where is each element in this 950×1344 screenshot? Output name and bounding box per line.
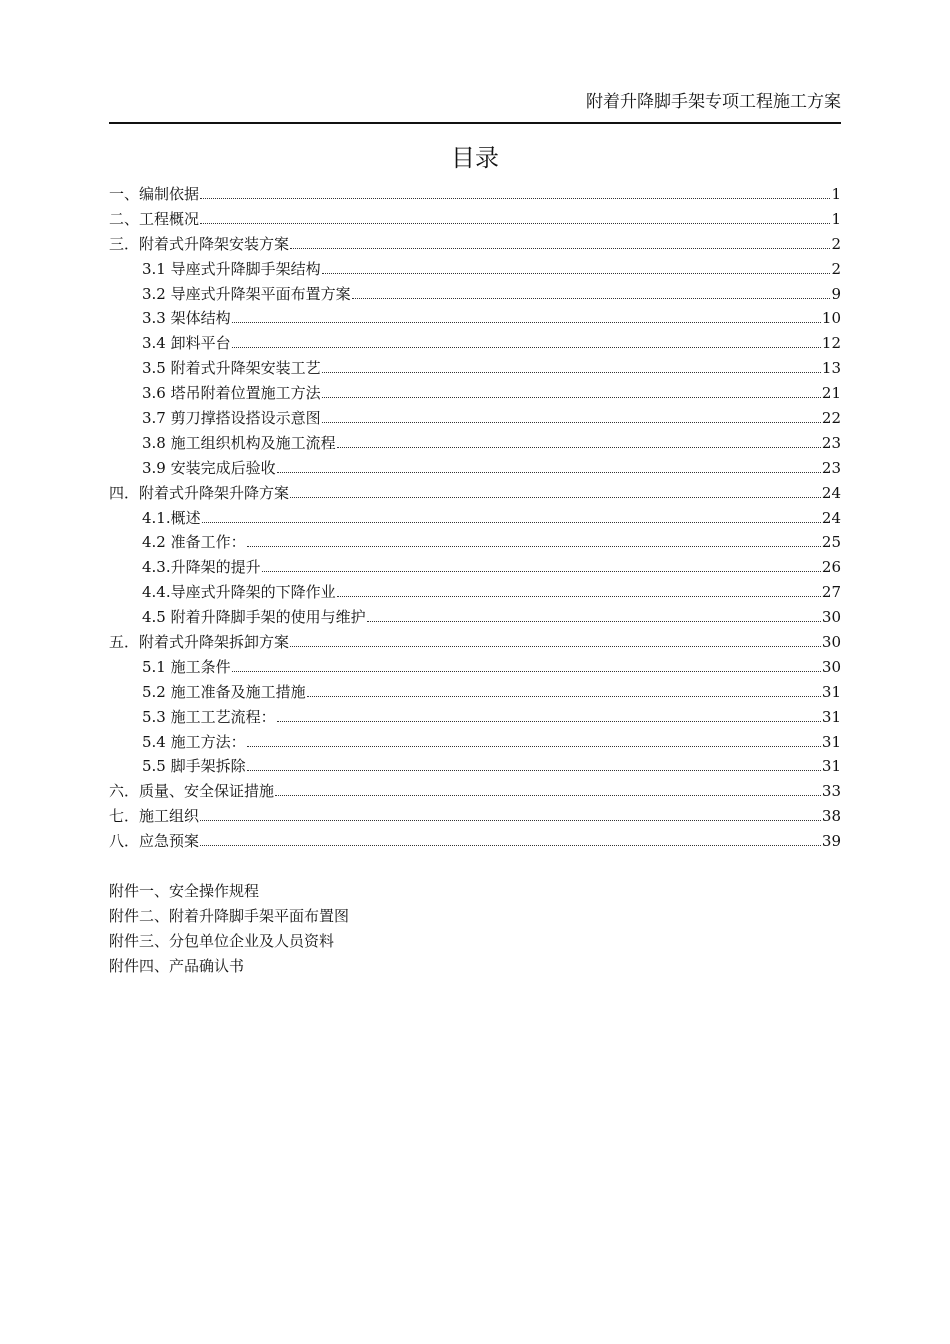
toc-entry[interactable] <box>109 207 841 232</box>
toc-dot-leader <box>200 845 821 846</box>
toc-dot-leader <box>337 447 821 448</box>
toc-entry-text: 四．附着式升降架升降方案 <box>109 483 290 502</box>
toc-page-number: 1 <box>831 185 841 203</box>
toc-entry[interactable] <box>109 506 841 531</box>
toc-entry-text: 4.2 准备工作： <box>142 533 246 552</box>
toc-dot-leader <box>352 298 831 299</box>
toc-dot-leader <box>232 322 821 323</box>
toc-page-number: 31 <box>821 757 841 776</box>
toc-dot-leader <box>200 223 830 224</box>
toc-dot-leader <box>200 820 821 821</box>
toc-entry[interactable] <box>109 406 841 431</box>
toc-entry[interactable] <box>109 232 841 257</box>
toc-dot-leader <box>247 770 821 771</box>
toc-page-number: 2 <box>831 259 841 278</box>
toc-entry-text: 3.5 附着式升降架安装工艺 <box>142 359 321 378</box>
toc-entry-text: 5.4 施工方法： <box>142 732 246 751</box>
toc-entry-text: 3.9 安装完成后验收 <box>142 458 276 477</box>
toc-entry[interactable] <box>109 829 841 854</box>
toc-entry-text: 4.5 附着升降脚手架的使用与维护 <box>142 608 366 627</box>
toc-page-number: 23 <box>821 433 841 452</box>
toc-entry-text: 4.4.导座式升降架的下降作业 <box>142 583 336 602</box>
appendix-item: 附件一、安全操作规程 <box>109 882 260 900</box>
toc-dot-leader <box>307 696 821 697</box>
appendix-item: 附件四、产品确认书 <box>109 956 245 975</box>
document-title: 附着升降脚手架专项工程施工方案 <box>586 92 841 112</box>
toc-entry[interactable] <box>109 381 841 406</box>
toc-page-number: 31 <box>821 732 841 751</box>
toc-dot-leader <box>337 596 821 597</box>
toc-dot-leader <box>200 198 830 199</box>
toc-entry-text: 七．施工组织 <box>109 807 200 826</box>
toc-page-number: 25 <box>821 533 841 552</box>
toc-entry[interactable] <box>109 282 841 307</box>
toc-entry[interactable] <box>109 356 841 381</box>
table-of-contents <box>109 182 841 854</box>
toc-entry[interactable] <box>109 481 841 506</box>
toc-page-number: 31 <box>821 707 841 726</box>
toc-page-number: 39 <box>821 832 841 851</box>
toc-dot-leader <box>322 397 821 398</box>
toc-page-number: 21 <box>821 384 841 403</box>
toc-page-number: 23 <box>821 458 841 477</box>
toc-page-number: 26 <box>821 558 841 577</box>
toc-dot-leader <box>247 546 821 547</box>
toc-entry-text: 3.1 导座式升降脚手架结构 <box>142 259 321 278</box>
toc-entry[interactable] <box>109 779 841 804</box>
toc-dot-leader <box>202 522 821 523</box>
toc-page-number: 12 <box>821 334 841 353</box>
toc-entry[interactable] <box>109 182 841 207</box>
toc-entry-text: 5.2 施工准备及施工措施 <box>142 682 306 701</box>
toc-entry[interactable] <box>109 580 841 605</box>
toc-entry[interactable] <box>109 605 841 630</box>
toc-entry[interactable] <box>109 456 841 481</box>
toc-entry[interactable] <box>109 680 841 705</box>
toc-dot-leader <box>232 671 821 672</box>
toc-dot-leader <box>262 571 821 572</box>
toc-dot-leader <box>290 497 821 498</box>
toc-page-number: 9 <box>831 284 841 303</box>
toc-entry-text: 3.6 塔吊附着位置施工方法 <box>142 384 321 403</box>
toc-entry-text: 3.3 架体结构 <box>142 309 231 328</box>
toc-entry-text: 二、工程概况 <box>109 209 200 228</box>
toc-page-number: 22 <box>821 409 841 428</box>
toc-entry[interactable] <box>109 331 841 356</box>
toc-entry[interactable] <box>109 655 841 680</box>
toc-entry[interactable] <box>109 431 841 456</box>
toc-entry-text: 3.8 施工组织机构及施工流程 <box>142 433 336 452</box>
toc-page-number: 33 <box>821 782 841 801</box>
toc-entry-text: 5.3 施工工艺流程： <box>142 707 276 726</box>
toc-entry-text: 3.2 导座式升降架平面布置方案 <box>142 284 351 303</box>
page-header <box>109 90 841 124</box>
appendix-item: 附件三、分包单位企业及人员资料 <box>109 931 335 950</box>
toc-entry-text: 5.1 施工条件 <box>142 657 231 676</box>
appendix-item: 附件二、附着升降脚手架平面布置图 <box>109 906 350 925</box>
toc-page-number: 10 <box>821 309 841 328</box>
toc-page-number: 27 <box>821 583 841 602</box>
toc-entry[interactable] <box>109 730 841 755</box>
toc-entry-text: 3.4 卸料平台 <box>142 334 231 353</box>
toc-dot-leader <box>277 721 821 722</box>
toc-dot-leader <box>232 347 821 348</box>
toc-page-number: 30 <box>821 608 841 627</box>
toc-entry-text: 三．附着式升降架安装方案 <box>109 234 290 253</box>
toc-page-number: 38 <box>821 807 841 826</box>
toc-entry-text: 一、编制依据 <box>109 185 200 203</box>
toc-dot-leader <box>277 472 821 473</box>
toc-heading: 目录 <box>451 144 499 172</box>
toc-page-number: 1 <box>831 209 841 228</box>
toc-entry-text: 4.1.概述 <box>142 508 201 527</box>
toc-entry[interactable] <box>109 754 841 779</box>
toc-dot-leader <box>367 621 821 622</box>
toc-entry-text: 八．应急预案 <box>109 832 200 851</box>
toc-dot-leader <box>322 273 831 274</box>
toc-entry-text: 5.5 脚手架拆除 <box>142 757 246 776</box>
toc-page-number: 24 <box>821 508 841 527</box>
toc-dot-leader <box>275 795 821 796</box>
toc-entry-text: 3.7 剪刀撑搭设搭设示意图 <box>142 409 321 428</box>
toc-entry-text: 五．附着式升降架拆卸方案 <box>109 633 290 652</box>
toc-page-number: 13 <box>821 359 841 378</box>
toc-entry[interactable] <box>109 630 841 655</box>
toc-page-number: 24 <box>821 483 841 502</box>
toc-entry[interactable] <box>109 804 841 829</box>
toc-page-number: 31 <box>821 682 841 701</box>
toc-entry[interactable] <box>109 555 841 580</box>
toc-page-number: 2 <box>831 234 841 253</box>
toc-dot-leader <box>290 248 830 249</box>
toc-page-number: 30 <box>821 633 841 652</box>
toc-entry-text: 4.3.升降架的提升 <box>142 558 261 577</box>
toc-dot-leader <box>247 746 821 747</box>
toc-entry[interactable] <box>109 705 841 730</box>
appendix-list <box>109 879 349 979</box>
toc-entry[interactable] <box>109 306 841 331</box>
toc-entry[interactable] <box>109 257 841 282</box>
toc-dot-leader <box>322 422 821 423</box>
toc-page-number: 30 <box>821 657 841 676</box>
toc-dot-leader <box>290 646 821 647</box>
toc-entry-text: 六．质量、安全保证措施 <box>109 782 275 801</box>
toc-entry[interactable] <box>109 530 841 555</box>
toc-dot-leader <box>322 372 821 373</box>
